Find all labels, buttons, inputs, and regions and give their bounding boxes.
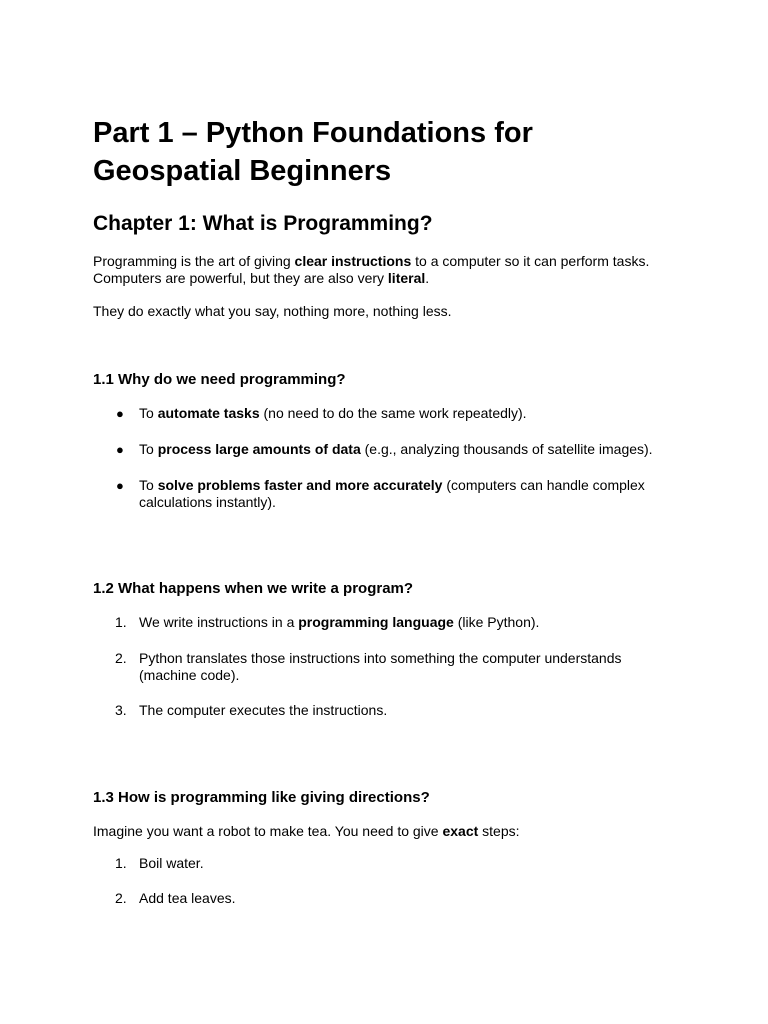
section-1-3-heading: 1.3 How is programming like giving directions? [93,789,430,806]
bullet-icon: ● [116,442,124,457]
section-1-2-heading: 1.2 What happens when we write a program? [93,580,414,597]
section-1-3-intro: Imagine you want a robot to make tea. You need to give exact steps: [93,823,520,839]
list-number: 2. [115,890,127,906]
section-1-1-heading: 1.1 Why do we need programming? [93,371,346,388]
bullet-icon: ● [116,406,124,421]
intro-paragraph-1: Programming is the art of giving clear instructions to a computer so it can perform tasks. Computers are powerful, but they are also very literal. [93,253,650,286]
list-number: 1. [115,855,127,871]
list-number: 1. [115,614,127,630]
intro-paragraph-2: They do exactly what you say, nothing more, nothing less. [93,303,452,319]
part-title: Part 1 – Python Foundations for Geospatial Beginners [93,117,533,187]
chapter-title: Chapter 1: What is Programming? [93,212,433,235]
list-number: 3. [115,702,127,718]
list-number: 2. [115,650,127,666]
bullet-icon: ● [116,478,124,493]
